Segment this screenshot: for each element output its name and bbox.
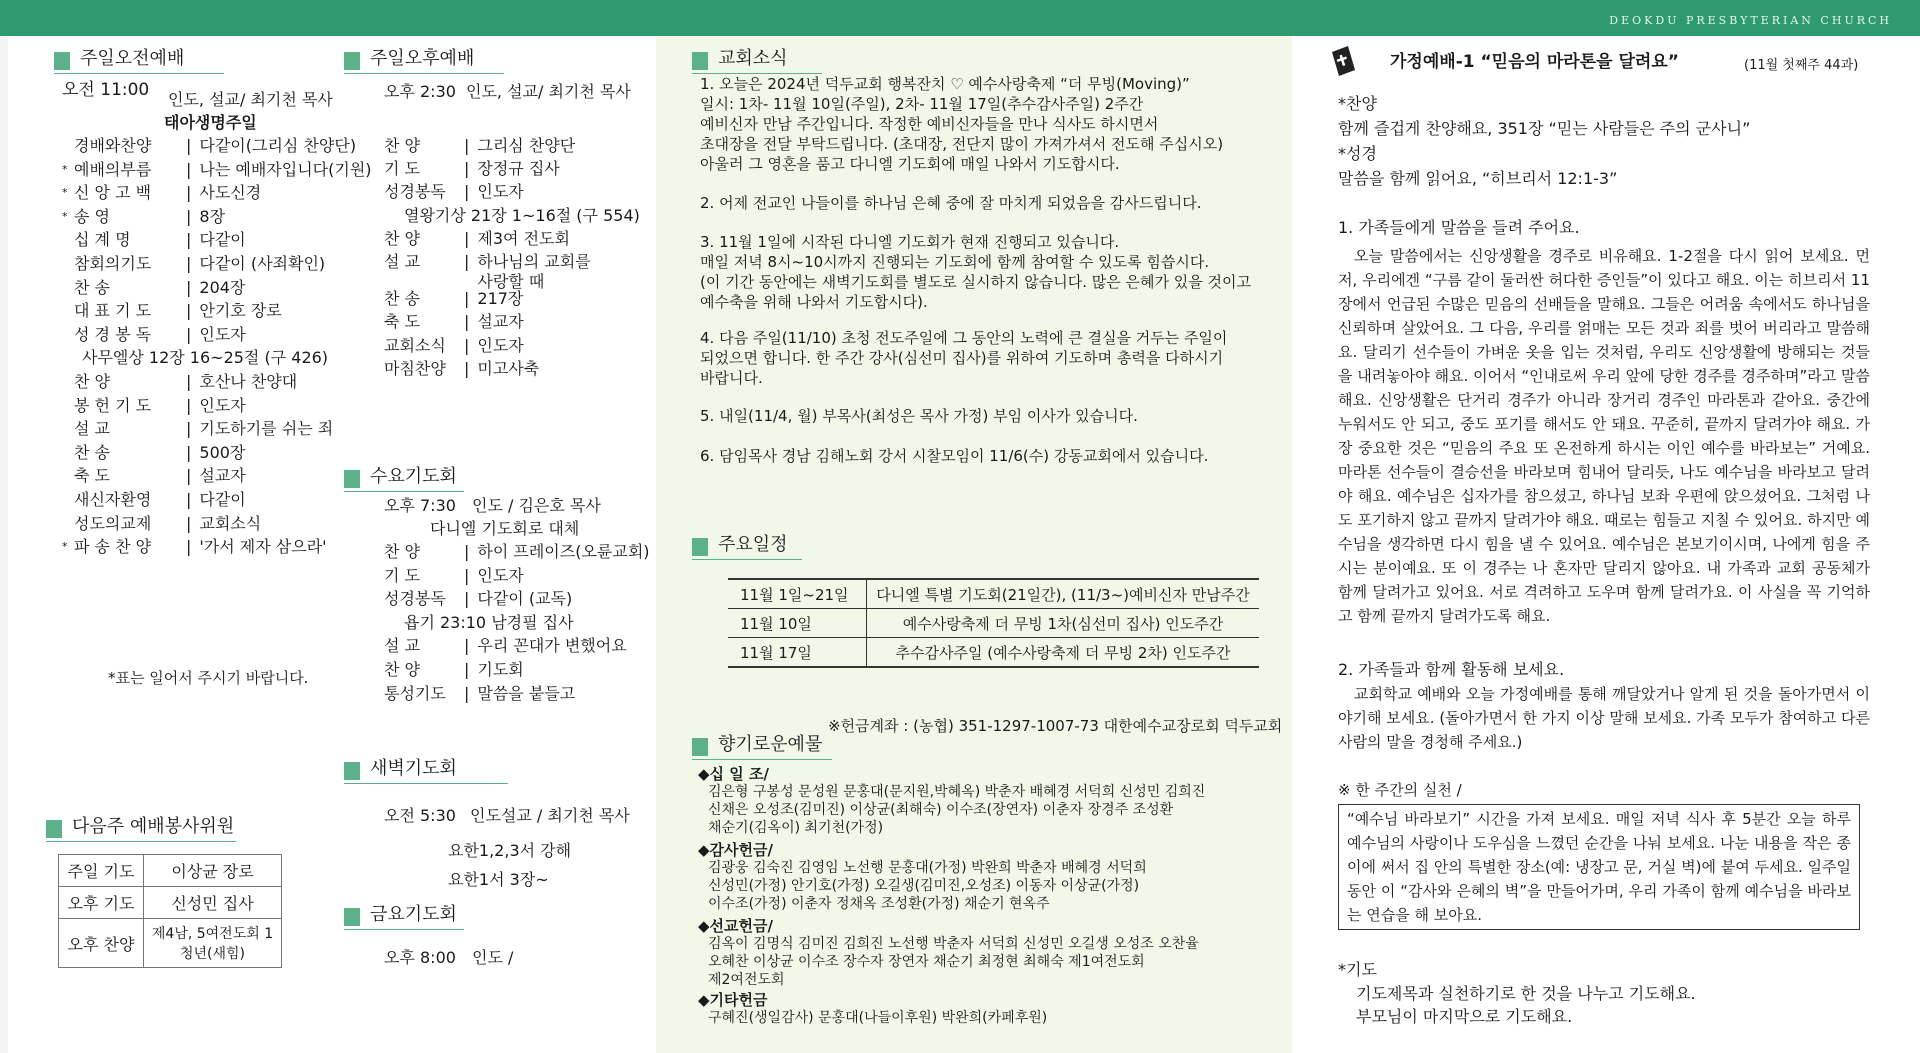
offerings-section <box>692 730 832 760</box>
stand-mark <box>62 514 74 534</box>
stand-mark <box>62 136 74 156</box>
offering-group-name: ◆감사헌금/ <box>698 841 773 859</box>
offering-group-name: ◆선교헌금/ <box>698 917 773 935</box>
order-label: 경배와찬양 <box>74 136 152 155</box>
order-value: 인도자 <box>477 182 524 202</box>
hymn-label: *찬양 <box>1338 94 1377 113</box>
order-item <box>62 396 246 416</box>
stand-mark <box>62 490 74 510</box>
order-item <box>384 229 570 249</box>
section-marker-icon <box>692 52 708 70</box>
order-value: 다같이 <box>199 490 246 509</box>
order-value: 기도하기를 쉬는 죄 <box>199 419 334 439</box>
order-value: 다같이 (사죄확인) <box>199 254 326 273</box>
order-item <box>62 372 297 392</box>
order-value: '가서 제자 삼으라' <box>199 537 327 557</box>
schedule-event: 추수감사주일 (예수사랑축제 더 무빙 2차) 인도주간 <box>867 638 1260 668</box>
name-cell: 신성민 집사 <box>144 887 282 919</box>
stand-mark <box>62 254 74 274</box>
morning-theme: 태아생명주일 <box>164 113 257 132</box>
afternoon-leader: 인도, 설교/ 최기천 목사 <box>466 82 631 101</box>
schedule-date: 11월 17일 <box>728 638 867 668</box>
order-item <box>384 542 650 562</box>
order-label: 성경봉독 <box>384 589 446 609</box>
order-value: 사도신경 <box>199 183 262 203</box>
order-item <box>384 684 575 704</box>
table-row <box>728 638 1259 668</box>
name-cell: 이상균 장로 <box>144 855 282 887</box>
wednesday-leader: 인도 / 김은호 목사 <box>472 496 601 515</box>
stand-mark <box>62 278 74 298</box>
order-item <box>384 336 524 356</box>
order-label: 찬 양 <box>384 542 420 561</box>
section-marker-icon <box>344 762 360 780</box>
morning-time: 오전 11:00 <box>62 80 150 100</box>
section-title: 금요기도회 <box>370 904 457 925</box>
order-label: 송 영 <box>74 206 110 226</box>
order-label: 찬 양 <box>384 660 420 679</box>
news-item: 6. 담임목사 경남 김해노회 강서 시찰모임이 11/6(수) 강동교회에서 있습니다. <box>700 447 1209 465</box>
table-row <box>728 579 1259 609</box>
separator: | <box>464 182 470 202</box>
news-item: 4. 다음 주일(11/10) 초청 전도주일에 그 동안의 노력에 큰 결실을 거두는 주일이 되었으면 합니다. 한 주간 강사(심선미 집사)를 위하여 기도하며 총력을 다하시기 바랍니다. <box>700 329 1228 387</box>
order-value: 호산나 찬양대 <box>199 372 298 391</box>
separator: | <box>464 542 470 561</box>
dawn-leader: 인도설교 / 최기천 목사 <box>470 806 630 825</box>
offering-names: 김옥이 김명식 김미진 김희진 노선행 박춘자 서덕희 신성민 오길생 오성조 오찬율 오혜찬 이상균 이수조 장수자 장연자 채순기 최정현 최해숙 제1여전도회 제2여전도회 <box>708 936 1199 988</box>
separator: | <box>464 159 470 179</box>
schedule-event: 예수사랑축제 더 무빙 1차(심선미 집사) 인도주간 <box>867 609 1260 638</box>
order-value: 204장 <box>199 277 246 297</box>
order-value: 우리 꼰대가 변했어요 <box>477 636 627 656</box>
section-title: 주요일정 <box>718 534 788 555</box>
stand-mark: * <box>62 209 68 223</box>
order-item <box>62 419 333 439</box>
order-item <box>384 289 523 309</box>
stand-mark: * <box>62 162 68 176</box>
separator: | <box>464 312 470 332</box>
prayer-line: 부모님이 마지막으로 기도해요. <box>1356 1007 1573 1026</box>
dawn-line: 요한1,2,3서 강해 <box>448 841 572 860</box>
wednesday-time: 오후 7:30 <box>384 496 456 515</box>
table-row <box>728 609 1259 638</box>
separator: | <box>186 442 192 462</box>
order-item <box>62 254 325 274</box>
section-title: 수요기도회 <box>370 466 457 487</box>
table-row <box>59 887 282 919</box>
order-item <box>62 183 261 203</box>
family-week: (11월 첫째주 44과) <box>1744 58 1859 73</box>
order-item <box>62 207 225 227</box>
dawn-section <box>344 754 508 784</box>
order-item <box>62 136 356 156</box>
section-marker-icon <box>46 820 62 838</box>
stand-mark <box>62 325 74 345</box>
separator: | <box>186 230 192 250</box>
separator: | <box>186 206 192 226</box>
order-value: 8장 <box>199 206 226 226</box>
order-value: 다같이(그리심 찬양단) <box>199 136 357 155</box>
stand-mark: * <box>62 186 68 200</box>
order-label: 기 도 <box>384 159 420 179</box>
separator: | <box>464 252 470 271</box>
schedule-date: 11월 10일 <box>728 609 867 638</box>
morning-worship-section <box>54 44 224 74</box>
section-marker-icon <box>344 470 360 488</box>
stand-mark <box>62 396 74 416</box>
order-label: 찬 송 <box>384 289 420 309</box>
order-item <box>62 537 327 557</box>
order-item <box>384 566 524 586</box>
order-value: 기도회 <box>477 660 524 679</box>
order-label: 통성기도 <box>384 683 446 703</box>
order-label: 찬 송 <box>74 277 110 297</box>
news-item: 1. 오늘은 2024년 덕두교회 행복잔치 ♡ 예수사랑축제 “더 무빙(Moving)” 일시: 1차- 11월 10일(주일), 2차- 11월 17일(추수감사주일) 2주간 예비신자 만남 주간입니다. 작정한 예비신자들을 만나 식사도 하시면서 초대장을 전달 부탁드립니다. (초대장, 전단지 많이 가져가셔서 전도해 주십시오) 아울러 그 영혼을 품고 다니엘 기도회에 매일 나와서 기도합시다. <box>700 75 1224 173</box>
table-row <box>59 855 282 887</box>
separator: | <box>186 537 192 557</box>
role-cell: 오후 기도 <box>59 887 144 919</box>
section-marker-icon <box>54 52 70 70</box>
order-value: 인도자 <box>199 324 246 344</box>
order-value: 하이 프레이즈(오륜교회) <box>477 542 650 561</box>
bible-text: 말씀을 함께 읽어요, “히브리서 12:1-3” <box>1338 169 1618 188</box>
separator: | <box>464 228 470 248</box>
order-item <box>62 301 282 321</box>
separator: | <box>464 683 470 703</box>
order-value: 설교자 <box>477 312 524 332</box>
schedule-event: 다니엘 특별 기도회(21일간), (11/3~)예비신자 만남주간 <box>867 579 1260 609</box>
section-title: 주일오전예배 <box>80 48 185 69</box>
order-value: 교회소식 <box>199 513 262 533</box>
standing-note: *표는 일어서 주시기 바랍니다. <box>108 669 309 687</box>
separator: | <box>464 289 470 309</box>
separator: | <box>186 466 192 486</box>
separator: | <box>186 254 192 273</box>
stand-mark: * <box>62 540 68 554</box>
section-marker-icon <box>344 52 360 70</box>
schedule-date: 11월 1일~21일 <box>728 579 867 609</box>
order-value: 장정규 집사 <box>477 159 560 179</box>
stand-mark <box>62 419 74 439</box>
order-value: 다같이 (교독) <box>477 589 573 609</box>
separator: | <box>186 513 192 533</box>
hymn-text: 함께 즐겁게 찬양해요, 351장 “믿는 사람들은 주의 군사니” <box>1338 119 1751 138</box>
separator: | <box>464 358 470 378</box>
prayer-label: *기도 <box>1338 960 1377 979</box>
order-value: 그리심 찬양단 <box>477 136 576 155</box>
order-label: 성도의교제 <box>74 513 152 533</box>
order-value: 500장 <box>199 442 246 462</box>
practice-title: ※ 한 주간의 실천 / <box>1338 781 1462 799</box>
order-label: 축 도 <box>384 312 420 332</box>
morning-leader: 인도, 설교/ 최기천 목사 <box>168 90 333 109</box>
order-value: 나는 예배자입니다(기원) <box>199 159 372 179</box>
wednesday-section <box>344 462 464 492</box>
order-value: 안기호 장로 <box>199 301 282 321</box>
order-label: 찬 양 <box>74 372 110 391</box>
order-item <box>384 359 539 379</box>
separator: | <box>186 301 192 321</box>
order-item <box>62 443 245 463</box>
news-item: 5. 내일(11/4, 월) 부목사(최성은 목사 가정) 부임 이사가 있습니다. <box>700 407 1138 425</box>
section-marker-icon <box>692 538 708 556</box>
dawn-time: 오전 5:30 <box>384 806 456 825</box>
friday-time: 오후 8:00 <box>384 948 456 967</box>
order-label: 찬 양 <box>384 228 420 248</box>
offering-names: 김광웅 김숙진 김영임 노선행 문홍대(가정) 박완희 박춘자 배혜경 서덕희 신성민(가정) 안기호(가정) 오길생(김미진,오성조) 이동자 이상균(가정) 이수조(가정) 이춘자 정채옥 조성환(가정) 채순기 현옥주 <box>708 860 1147 912</box>
account-note: ※헌금계좌 : (농협) 351-1297-1007-73 대한예수교장로회 덕두교회 <box>828 717 1283 735</box>
page-edge <box>0 36 8 1053</box>
separator: | <box>186 159 192 179</box>
section-title: 새벽기도회 <box>370 758 457 779</box>
order-value: 217장 <box>477 289 524 309</box>
separator: | <box>186 372 192 391</box>
order-item <box>384 589 572 609</box>
order-label: 성 경 봉 독 <box>74 324 152 344</box>
order-label: 축 도 <box>74 466 110 486</box>
offering-names: 김은형 구봉성 문성원 문홍대(문지원,박혜옥) 박춘자 배혜경 서덕희 신성민 김희진 신채은 오성조(김미진) 이상균(최해숙) 이수조(장연자) 이춘자 장경주 조성환 채순기(김옥이) 최기천(가정) <box>708 784 1206 836</box>
friday-leader: 인도 / <box>472 948 514 967</box>
stand-mark <box>62 466 74 486</box>
order-item <box>384 182 524 202</box>
order-label: 설 교 <box>74 419 110 439</box>
order-item <box>384 252 605 292</box>
s2-text: 교회학교 예배와 오늘 가정예배를 통해 깨달았거나 알게 된 것을 돌아가면서 이야기해 보세요. (돌아가면서 한 가지 이상 말해 보세요. 가족 모두가 참여하고 다른 사람의 말을 경청해 주세요.) <box>1338 685 1870 751</box>
news-section <box>692 44 822 74</box>
s1-title: 1. 가족들에게 말씀을 들려 주어요. <box>1338 218 1580 237</box>
order-value: 인도자 <box>477 335 524 355</box>
order-item <box>384 136 575 156</box>
order-value: 설교자 <box>199 466 246 486</box>
separator: | <box>186 136 192 155</box>
order-item <box>62 325 246 345</box>
order-item <box>62 160 372 180</box>
separator: | <box>464 565 470 585</box>
role-cell: 오후 찬양 <box>59 919 144 968</box>
separator: | <box>464 636 470 656</box>
order-value: 인도자 <box>477 565 524 585</box>
schedule-section <box>692 530 802 560</box>
church-name: DEOKDU PRESBYTERIAN CHURCH <box>1609 14 1892 27</box>
order-label: 십 계 명 <box>74 230 131 250</box>
section-title: 교회소식 <box>718 48 788 69</box>
news-item: 3. 11월 1일에 시작된 다니엘 기도회가 현재 진행되고 있습니다. 매일 저녁 8시~10시까지 진행되는 기도회에 함께 참여할 수 있도록 힘씁시다. (이 기간 동안에는 새벽기도회를 별도로 실시하지 않습니다. 많은 은혜가 있을 것이고 예수축을 위해 나와서 기도합시다). <box>700 233 1251 311</box>
order-item <box>384 312 524 332</box>
prayer-line: 기도제목과 실천하기로 한 것을 나누고 기도해요. <box>1356 984 1696 1003</box>
order-label: 참회의기도 <box>74 254 152 273</box>
section-title: 향기로운예물 <box>718 734 823 755</box>
order-label: 예배의부름 <box>74 159 152 179</box>
offering-group-name: ◆십 일 조/ <box>698 765 769 783</box>
practice-box: “예수님 바라보기” 시간을 가져 보세요. 매일 저녁 식사 후 5분간 오늘 하루 예수님의 사랑이나 도우심을 느꼈던 순간을 나눠 보세요. 나눈 내용을 작은 종이에 써서 집 안의 특별한 장소(예: 냉장고 문, 거실 벽)에 붙여 두세요. 일주일 동안 이 “감사와 은혜의 벽”을 만들어가며, 우리 가족이 함께 예수님을 바라보는 연습을 해 보아요. <box>1338 804 1860 930</box>
order-item <box>384 660 524 680</box>
friday-section <box>344 900 464 930</box>
separator: | <box>464 589 470 609</box>
dawn-line: 요한1서 3장~ <box>448 870 549 889</box>
scripture-reading: 욥기 23:10 남경필 집사 <box>404 612 574 632</box>
order-label: 찬 송 <box>74 442 110 462</box>
section-title: 주일오후예배 <box>370 48 475 69</box>
afternoon-time: 오후 2:30 <box>384 82 456 101</box>
order-item <box>62 466 246 486</box>
separator: | <box>186 277 192 297</box>
bible-book-icon <box>1328 44 1358 78</box>
stand-mark <box>62 372 74 392</box>
order-value: 인도자 <box>199 395 246 415</box>
order-item <box>384 159 560 179</box>
header-bar <box>0 0 1920 36</box>
name-cell: 제4남, 5여전도회 1청년(새힘) <box>144 919 282 968</box>
family-title: 가정예배-1 “믿음의 마라톤을 달려요” <box>1390 52 1679 72</box>
separator: | <box>186 324 192 344</box>
afternoon-worship-section <box>344 44 504 74</box>
order-item <box>384 636 627 656</box>
order-value: 하나님의 교회를 사랑할 때 <box>477 252 591 291</box>
order-label: 찬 양 <box>384 136 420 155</box>
next-week-section <box>46 812 236 842</box>
scripture-reading: 사무엘상 12장 16~25절 (구 426) <box>82 348 329 368</box>
separator: | <box>464 136 470 155</box>
order-label: 대 표 기 도 <box>74 301 152 321</box>
order-label: 기 도 <box>384 565 420 585</box>
order-item <box>62 514 261 534</box>
order-value: 다같이 <box>199 230 246 250</box>
order-value: 미고사축 <box>477 358 540 378</box>
order-label: 설 교 <box>384 636 420 656</box>
stand-mark <box>62 301 74 321</box>
separator: | <box>464 335 470 355</box>
order-item <box>62 490 246 510</box>
separator: | <box>186 490 192 509</box>
order-label: 봉 헌 기 도 <box>74 395 152 415</box>
order-value: 말씀을 붙들고 <box>477 683 576 703</box>
bible-label: *성경 <box>1338 144 1377 163</box>
next-week-table <box>58 854 282 968</box>
separator: | <box>186 183 192 203</box>
schedule-table <box>728 578 1259 668</box>
order-value: 제3여 전도회 <box>477 228 570 248</box>
order-label: 마침찬양 <box>384 358 446 378</box>
wednesday-sub: 다니엘 기도회로 대체 <box>430 519 580 538</box>
order-label: 새신자환영 <box>74 490 152 509</box>
section-marker-icon <box>692 738 708 756</box>
order-label: 성경봉독 <box>384 182 446 202</box>
order-label: 설 교 <box>384 252 420 271</box>
s1-text: 오늘 말씀에서는 신앙생활을 경주로 비유해요. 1-2절을 다시 읽어 보세요. 먼저, 우리에겐 “구름 같이 둘러싼 허다한 증인들”이 있다고 해요. 이는 히브리서 11장에서 언급된 수많은 믿음의 선배들을 말해요. 그들은 어려움 속에서도 하나님을 신뢰하며 살았어요. 그 다음, 우리를 얽매는 모든 것과 죄를 벗어 버리라고 말씀해요. 달리기 선수들이 가벼운 옷을 입는 것처럼, 우리도 신앙생활에 방해되는 것들을 내려놓아야 해요. 이어서 “인내로써 우리 앞에 당한 경주를 경주하며”라고 말씀해요. 신앙생활은 단거리 경주가 아니라 장거리 경주인 마라톤과 같아요. 중간에 누워서도 안 되고, 중도 포기를 해서도 안 돼요. 꾸준히, 끝까지 달려가야 해요. 가장 중요한 것은 “믿음의 주요 또 온전하게 하시는 이인 예수를 바라보는” 거예요. 마라톤 선수들이 결승선을 바라보며 힘내어 달리듯, 나도 예수님을 바라보고 달려야 해요. 예수님은 십자가를 참으셨고, 하나님 보좌 우편에 앉으셨어요. 그처럼 나도 포기하지 않고 끝까지 달려가야 해요. 때로는 힘들고 지칠 수 있어요. 하지만 예수님을 생각하면 다시 힘을 낼 수 있어요. 예수님은 본보기이시며, 나에게 힘을 주시는 분이예요. 또 이 경주는 나 혼자만 달리지 않아요. 내 가족과 교회 공동체가 함께 달려가고 있어요. 서로 격려하고 도우며 함께 달려가요. 이 사실을 꼭 기억하고 함께 끝까지 달려가도록 해요. <box>1338 247 1870 625</box>
section-title: 다음주 예배봉사위원 <box>72 816 235 837</box>
order-label: 신 앙 고 백 <box>74 183 152 203</box>
separator: | <box>186 395 192 415</box>
role-cell: 주일 기도 <box>59 855 144 887</box>
separator: | <box>186 419 192 439</box>
stand-mark <box>62 443 74 463</box>
table-row <box>59 919 282 968</box>
offering-group-name: ◆기타헌금 <box>698 991 768 1009</box>
order-label: 교회소식 <box>384 335 446 355</box>
separator: | <box>464 660 470 679</box>
s2-title: 2. 가족들과 함께 활동해 보세요. <box>1338 660 1565 679</box>
order-label: 파 송 찬 양 <box>74 537 152 557</box>
offering-names: 구혜진(생일감사) 문홍대(나들이후원) 박완희(카페후원) <box>708 1010 1048 1026</box>
order-item <box>62 278 245 298</box>
scripture-reading: 열왕기상 21장 1~16절 (구 554) <box>404 205 640 225</box>
section-marker-icon <box>344 908 360 926</box>
order-item <box>62 230 246 250</box>
news-item: 2. 어제 전교인 나들이를 하나님 은혜 중에 잘 마치게 되었음을 감사드립니다. <box>700 194 1202 212</box>
stand-mark <box>62 230 74 250</box>
